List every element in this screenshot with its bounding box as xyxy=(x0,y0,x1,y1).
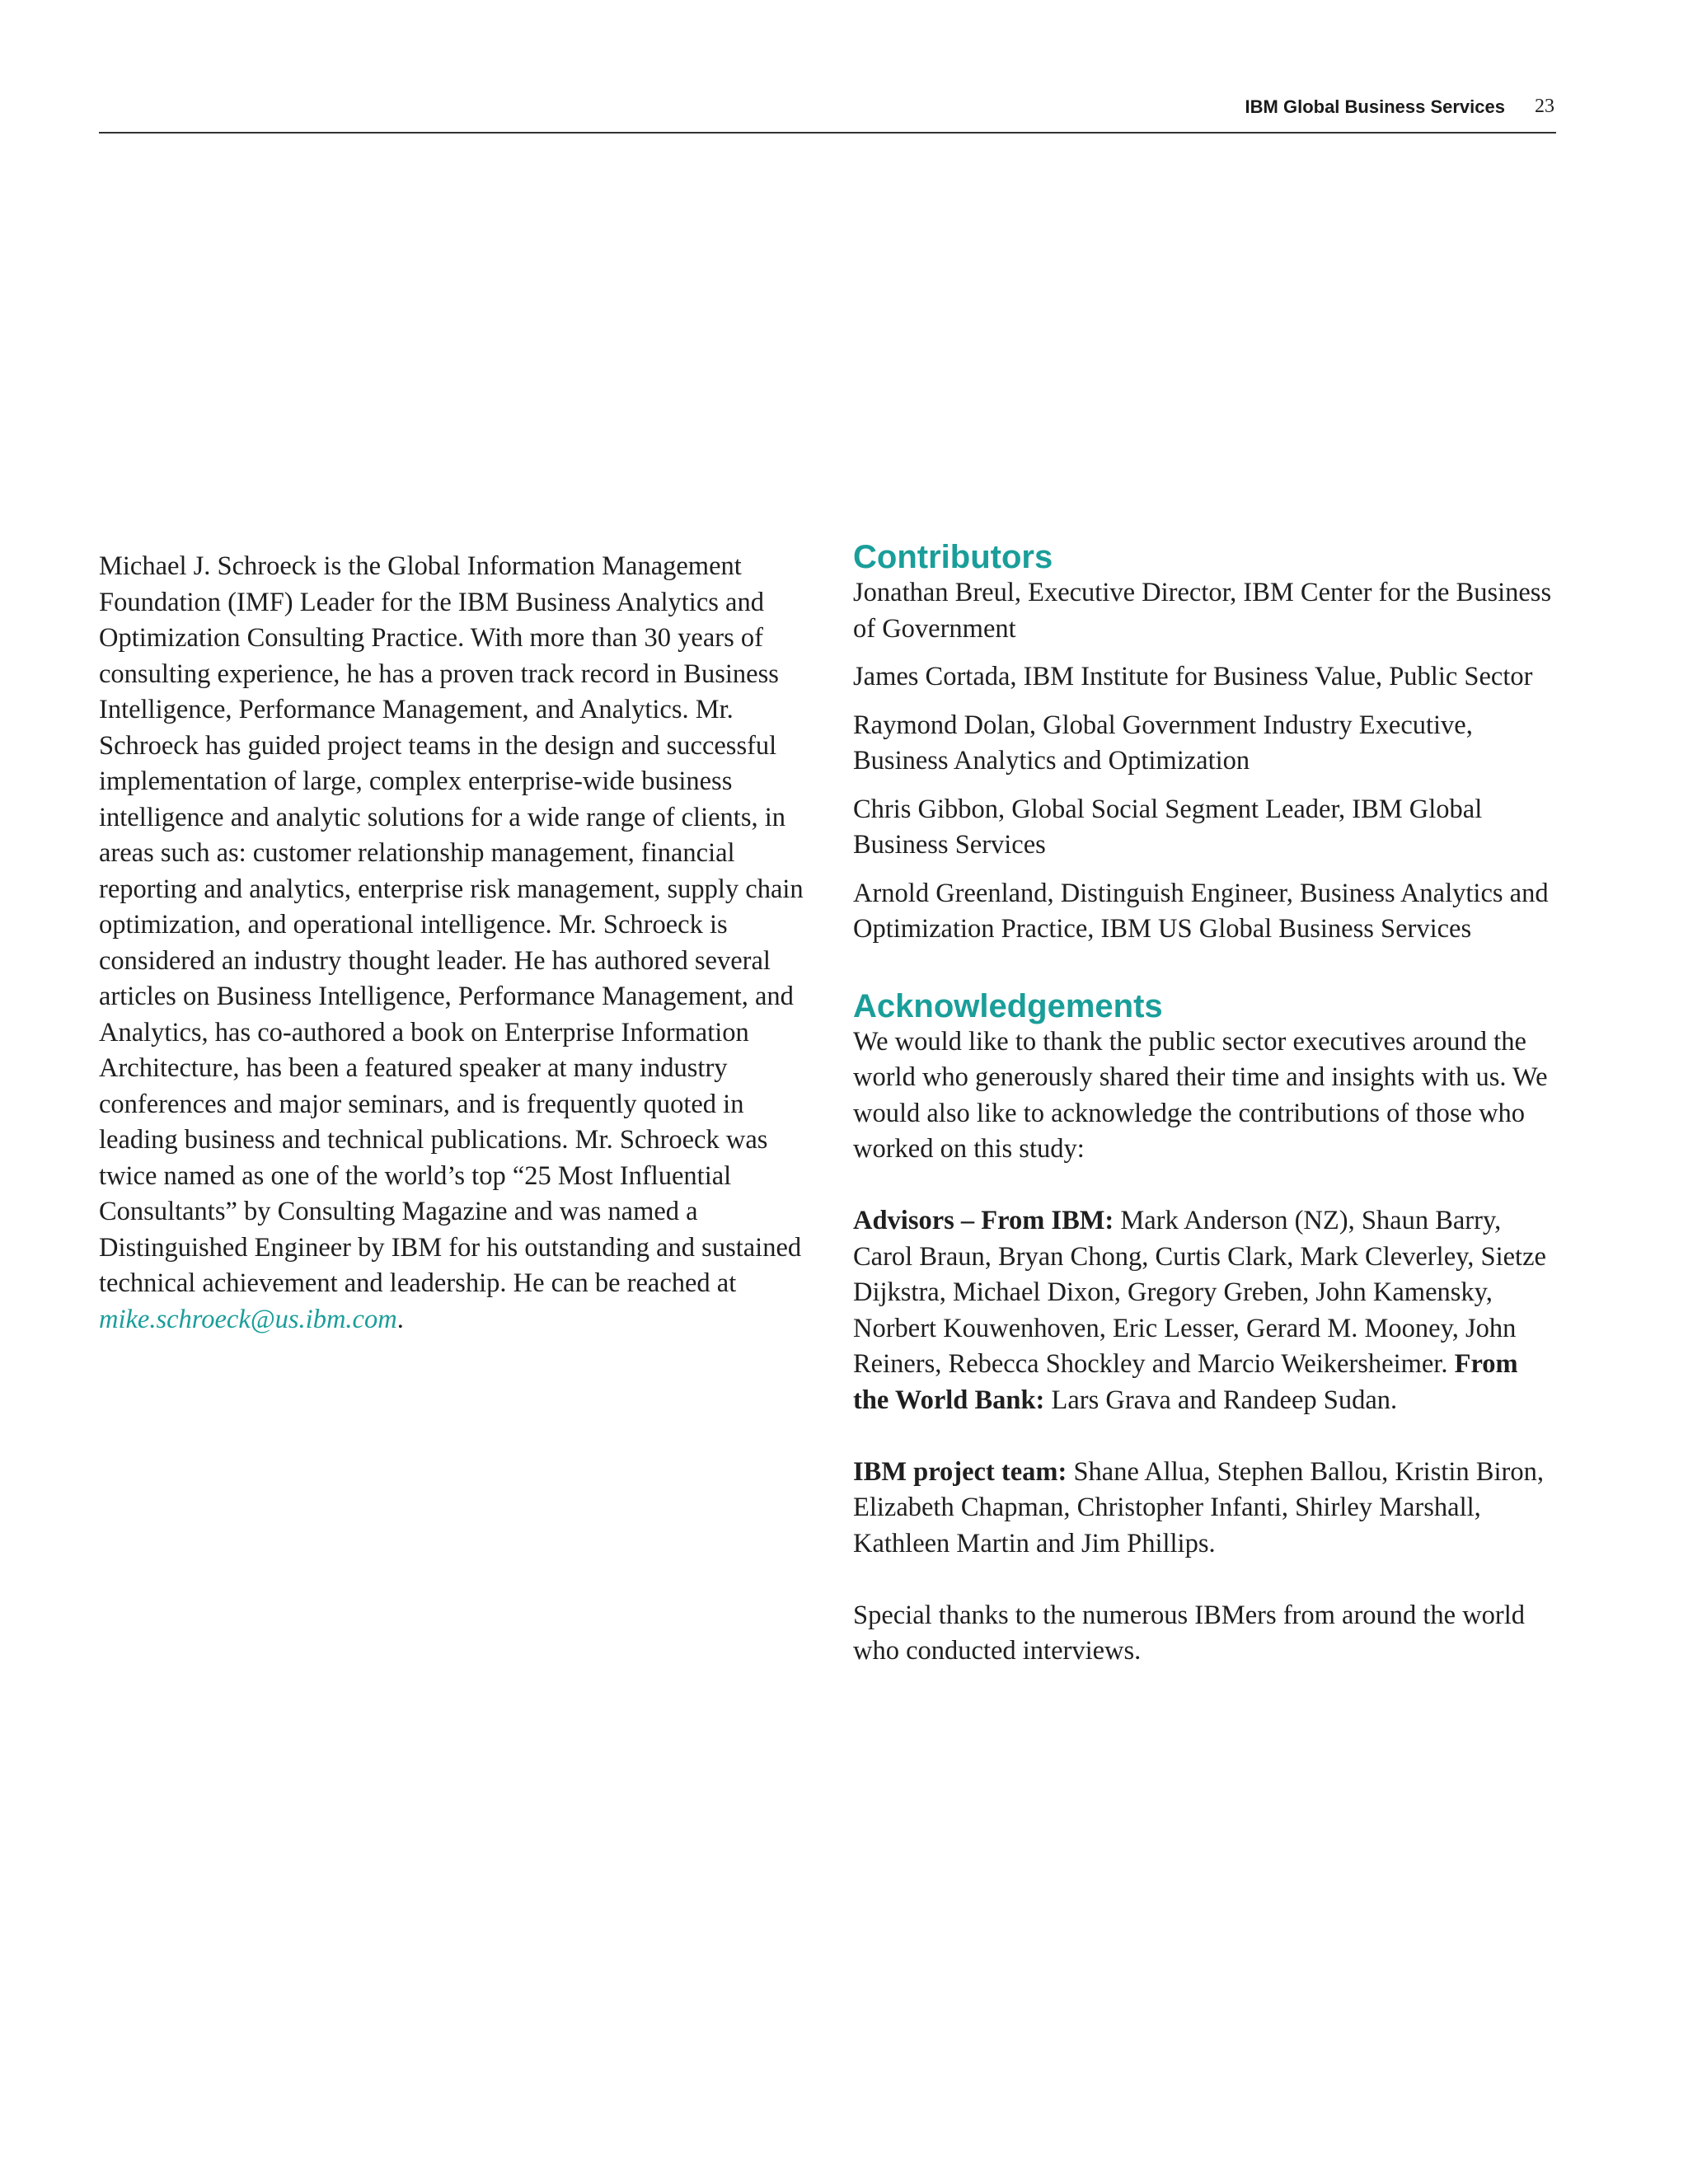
world-bank-names: Lars Grava and Randeep Sudan. xyxy=(1044,1385,1398,1415)
bio-text: Michael J. Schroeck is the Global Information Management Foundation (IMF) Leader for the IBM Business Analytics and Optimization Consulting Practice. With more than 30 years of consulting experience, he has a proven track record in Business Intelligence, Performance Management, and Analytics. Mr. Schroeck has guided project teams in the design and successful implementation of large, complex enterprise-wide business intelligence and analytic solutions for a wide range of clients, in areas such as: customer relationship management, financial reporting and analytics, enterprise risk management, supply chain optimization, and operational intelligence. Mr. Schroeck is considered an industry thought leader. He has authored several articles on Business Intelligence, Performance Management, and Analytics, has co-authored a book on Enterprise Information Architecture, has been a featured speaker at many industry conferences and major seminars, and is frequently quoted in leading business and technical publications. Mr. Schroeck was twice named as one of the world’s top “25 Most Influential Consultants” by Consulting Magazine and was named a Distinguished Engineer by IBM for his outstanding and sustained technical achievement and leadership. He can be reached at xyxy=(99,551,804,1298)
contributor-item: James Cortada, IBM Institute for Business Value, Public Sector xyxy=(853,662,1533,691)
world-bank-label: From the World Bank: xyxy=(853,1349,1518,1415)
acknowledgements-intro: We would like to thank the public sector executives around the world who generously shared their time and insights with us. We would also like to acknowledge the contributions of those who worked on this study: xyxy=(853,1026,1548,1164)
author-bio xyxy=(99,549,808,1338)
acknowledgements-heading: Acknowledgements xyxy=(853,987,1163,1024)
advisors-paragraph xyxy=(853,1203,1560,1418)
contributor-item: Raymond Dolan, Global Government Industry Executive, Business Analytics and Optimization xyxy=(853,710,1473,776)
bio-text-end: . xyxy=(396,1304,404,1334)
page-header xyxy=(99,92,1556,134)
project-team-label: IBM project team: xyxy=(853,1456,1067,1487)
advisors-label: Advisors – From IBM: xyxy=(853,1206,1114,1235)
header-title: IBM Global Business Services xyxy=(1245,96,1505,117)
contributors-heading: Contributors xyxy=(853,539,1053,575)
contributors-list xyxy=(853,575,1560,948)
contributor-item: Arnold Greenland, Distinguish Engineer, Business Analytics and Optimization Practice, IBM US Global Business Services xyxy=(853,878,1549,944)
page-number: 23 xyxy=(1535,96,1554,117)
advisors-ibm-names: Mark Anderson (NZ), Shaun Barry, Carol Braun, Bryan Chong, Curtis Clark, Mark Cleverley, Sietze Dijkstra, Michael Dixon, Gregory Greben, John Kamensky, Norbert Kouwenhoven, Eric Lesser, Gerard M. Mooney, John Reiners, Rebecca Shockley and Marcio Weikersheimer. xyxy=(853,1206,1546,1379)
email-link[interactable]: mike.schroeck@us.ibm.com xyxy=(99,1304,397,1334)
project-team-names: Shane Allua, Stephen Ballou, Kristin Biron, Elizabeth Chapman, Christopher Infanti, Shirley Marshall, Kathleen Martin and Jim Phillips. xyxy=(853,1456,1544,1558)
project-team-paragraph xyxy=(853,1455,1560,1563)
bio-paragraph xyxy=(99,549,808,1338)
credits-column xyxy=(853,539,1560,1670)
contributor-item: Chris Gibbon, Global Social Segment Leader, IBM Global Business Services xyxy=(853,794,1483,860)
contributor-item: Jonathan Breul, Executive Director, IBM Center for the Business of Government xyxy=(853,578,1552,644)
special-thanks: Special thanks to the numerous IBMers from around the world who conducted interviews. xyxy=(853,1600,1526,1666)
